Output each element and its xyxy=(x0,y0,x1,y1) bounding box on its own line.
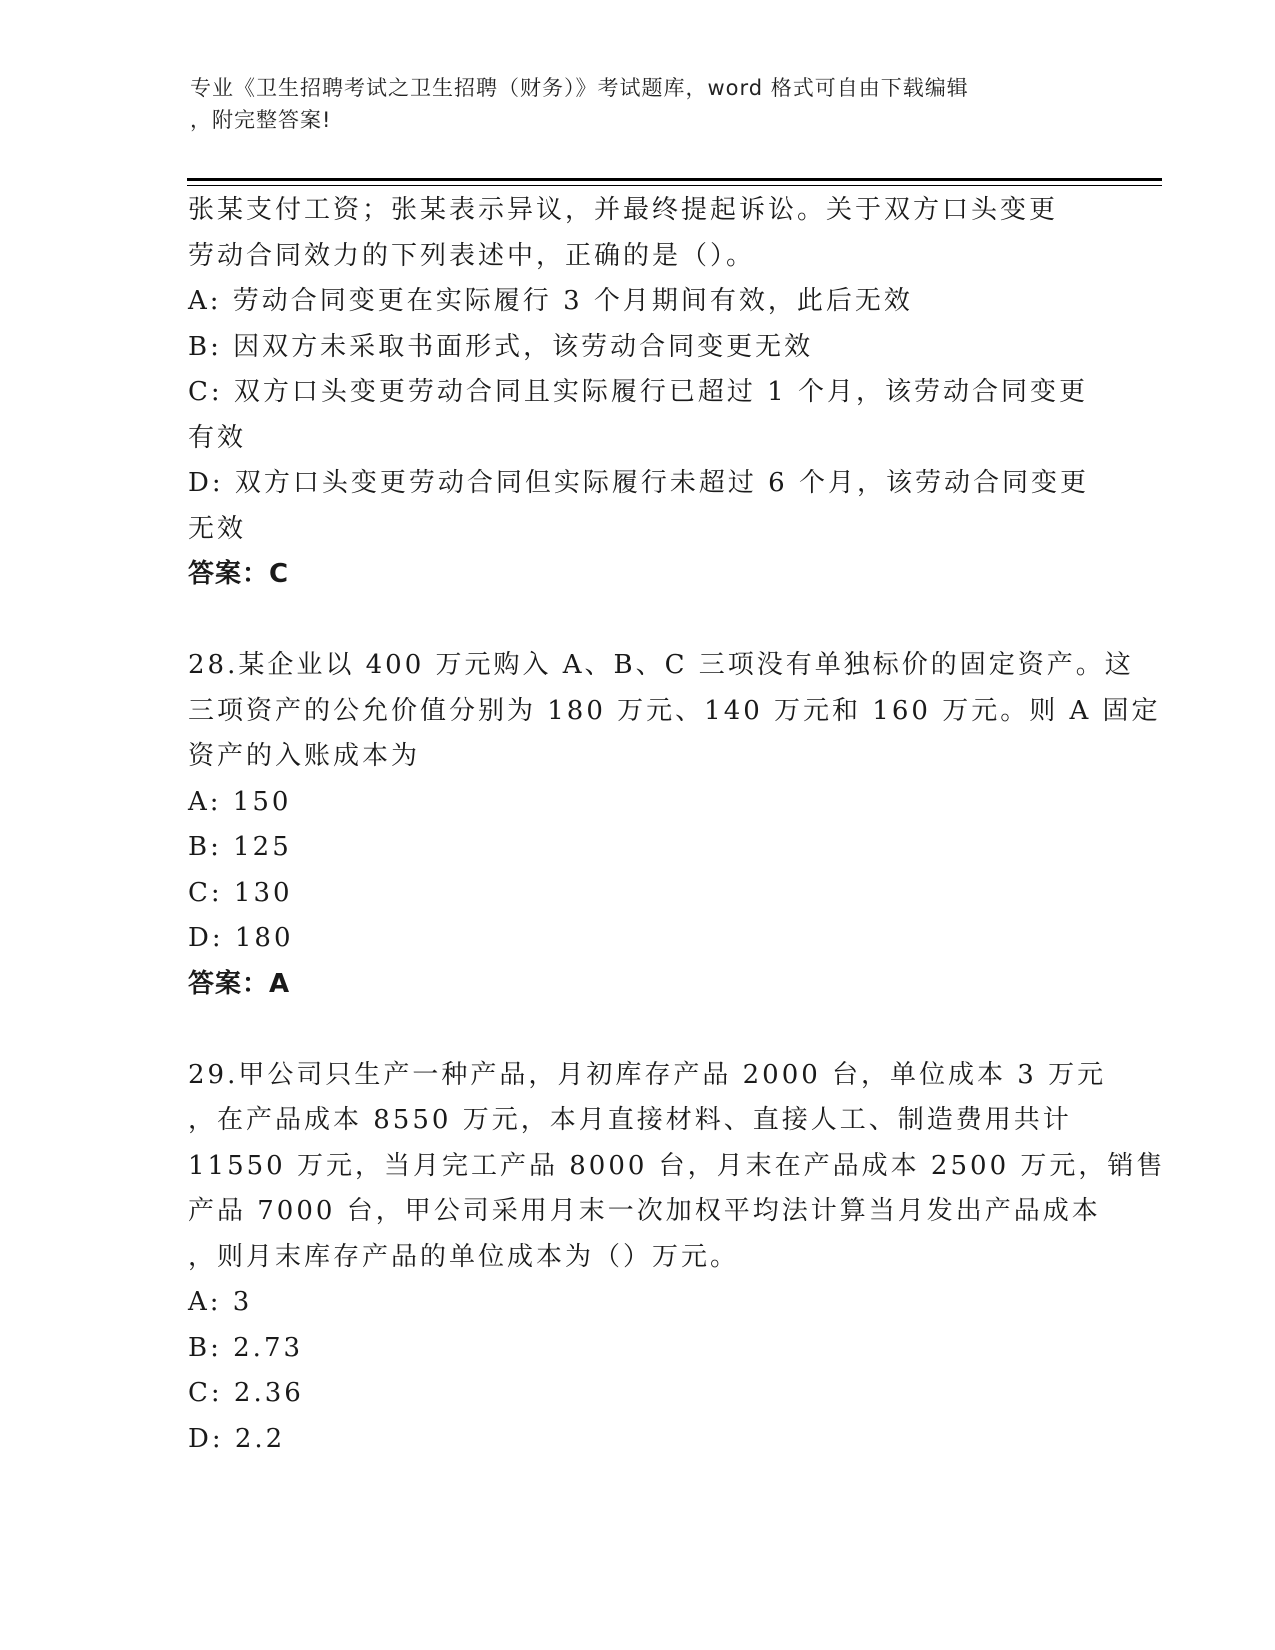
answer-label: 答案：C xyxy=(188,559,290,589)
option-b: B: 因双方未采取书面形式，该劳动合同变更无效 xyxy=(188,331,814,362)
question-stem-line: 张某支付工资；张某表示异议，并最终提起诉讼。关于双方口头变更 xyxy=(188,195,1059,225)
option-c: C: 130 xyxy=(188,877,293,908)
option-c: C: 2.36 xyxy=(188,1378,304,1408)
option-c: C: 双方口头变更劳动合同且实际履行已超过 1 个月，该劳动合同变更 xyxy=(188,377,1088,407)
question-stem-line: ，则月末库存产品的单位成本为（）万元。 xyxy=(188,1241,740,1272)
document-body xyxy=(188,188,1166,1462)
question-stem-line: 劳动合同效力的下列表述中，正确的是（）。 xyxy=(188,240,756,271)
option-a: A: 150 xyxy=(188,786,292,817)
option-d-continued: 无效 xyxy=(188,513,247,544)
option-d: D: 180 xyxy=(188,923,294,953)
answer-label: 答案：A xyxy=(188,968,291,999)
option-a: A: 3 xyxy=(188,1287,253,1317)
question-stem-line: 29.甲公司只生产一种产品，月初库存产品 2000 台，单位成本 3 万元 xyxy=(188,1059,1107,1090)
header-divider-thin xyxy=(187,185,1162,186)
option-a: A: 劳动合同变更在实际履行 3 个月期间有效，此后无效 xyxy=(188,286,913,316)
spacer xyxy=(188,1007,1088,1053)
question-stem-line: ，在产品成本 8550 万元，本月直接材料、直接人工、制造费用共计 xyxy=(188,1105,1072,1135)
option-b: B: 2.73 xyxy=(188,1332,304,1363)
option-c-continued: 有效 xyxy=(188,422,247,453)
spacer xyxy=(188,598,1088,644)
question-stem-line: 产品 7000 台，甲公司采用月末一次加权平均法计算当月发出产品成本 xyxy=(188,1196,1101,1226)
question-stem-line: 三项资产的公允价值分别为 180 万元、140 万元和 160 万元。则 A 固定 xyxy=(188,695,1161,726)
header-divider-thick xyxy=(187,178,1162,181)
header-line-1: 专业《卫生招聘考试之卫生招聘（财务）》考试题库，word 格式可自由下载编辑 xyxy=(190,76,969,100)
option-d: D: 双方口头变更劳动合同但实际履行未超过 6 个月，该劳动合同变更 xyxy=(188,468,1089,498)
header-line-2: ，附完整答案! xyxy=(190,108,332,132)
document-header xyxy=(190,72,1090,136)
question-stem-line: 11550 万元，当月完工产品 8000 台，月末在产品成本 2500 万元，销售 xyxy=(188,1150,1166,1181)
question-28 xyxy=(188,643,1161,1007)
option-d: D: 2.2 xyxy=(188,1423,286,1454)
question-29 xyxy=(188,1053,1166,1463)
question-stem-line: 资产的入账成本为 xyxy=(188,741,421,771)
option-b: B: 125 xyxy=(188,832,292,862)
question-stem-line: 28.某企业以 400 万元购入 A、B、C 三项没有单独标价的固定资产。这 xyxy=(188,650,1134,680)
question-27 xyxy=(188,188,1088,598)
